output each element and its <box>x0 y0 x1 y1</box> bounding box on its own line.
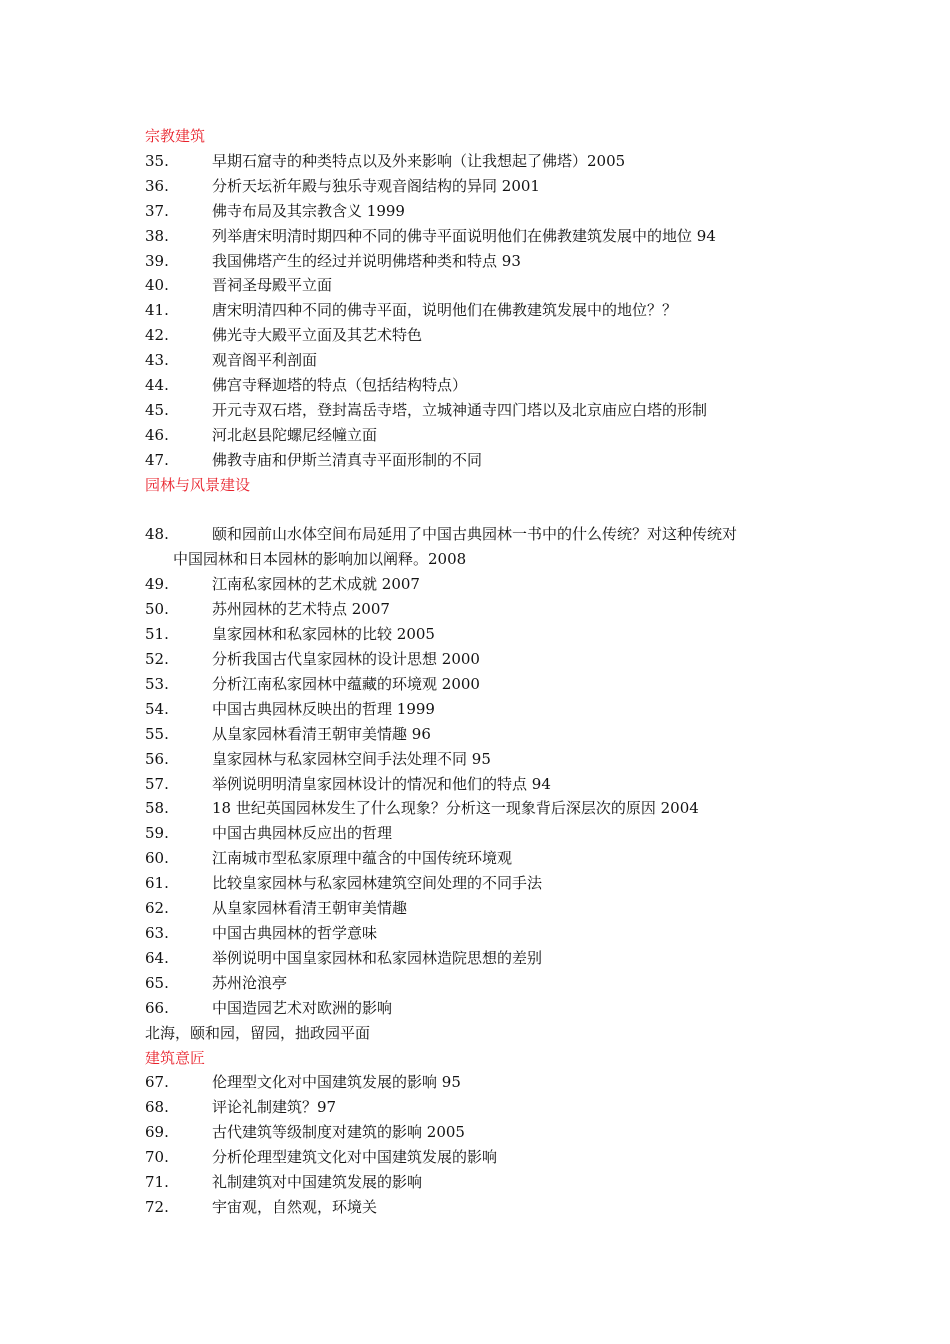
item-text: 观音阁平利剖面 <box>212 351 318 370</box>
item-number: 51. <box>145 625 169 644</box>
list-item <box>145 971 825 996</box>
list-item <box>145 622 825 647</box>
trailing-note: 北海，颐和园，留园，拙政园平面 <box>145 1023 371 1042</box>
list-item <box>145 996 825 1021</box>
list-item <box>145 149 825 174</box>
list-item <box>145 1120 825 1145</box>
item-text: 中国造园艺术对欧洲的影响 <box>212 998 393 1017</box>
item-number: 52. <box>145 650 169 669</box>
list-item <box>145 373 825 398</box>
list-item <box>145 946 825 971</box>
list-item <box>145 572 825 597</box>
item-number: 43. <box>145 351 169 370</box>
list-item <box>145 323 825 348</box>
list-item <box>145 921 825 946</box>
item-number: 65. <box>145 973 169 992</box>
list-item <box>145 249 825 274</box>
list-item <box>145 1145 825 1170</box>
item-number: 60. <box>145 849 169 868</box>
list-item <box>145 398 825 423</box>
item-number: 39. <box>145 251 169 270</box>
item-text: 佛宫寺释迦塔的特点（包括结构特点） <box>212 376 468 395</box>
list-item <box>145 796 825 821</box>
list-item <box>145 1170 825 1195</box>
list-item <box>145 273 825 298</box>
item-text: 宇宙观，自然观，环境关 <box>212 1197 378 1216</box>
item-text: 开元寺双石塔，登封嵩岳寺塔，立城神通寺四门塔以及北京庙应白塔的形制 <box>212 400 708 419</box>
item-number: 49. <box>145 575 169 594</box>
item-text-continuation: 中国园林和日本园林的影响加以阐释。2008 <box>173 550 467 569</box>
item-text: 18 世纪英国园林发生了什么现象？分析这一现象背后深层次的原因 2004 <box>212 799 699 818</box>
list-item <box>145 747 825 772</box>
item-number: 63. <box>145 923 169 942</box>
list-item <box>145 348 825 373</box>
list-item <box>145 672 825 697</box>
item-number: 67. <box>145 1073 169 1092</box>
list-item <box>145 1195 825 1220</box>
list-item <box>145 298 825 323</box>
item-number: 59. <box>145 824 169 843</box>
item-number: 47. <box>145 450 169 469</box>
list-item <box>145 174 825 199</box>
item-text: 举例说明中国皇家园林和私家园林造院思想的差别 <box>212 948 543 967</box>
item-number: 64. <box>145 948 169 967</box>
item-text: 河北赵县陀螺尼经幢立面 <box>212 425 378 444</box>
list-item <box>145 448 825 473</box>
item-text: 分析江南私家园林中蕴藏的环境观 2000 <box>212 674 480 693</box>
list-item <box>145 896 825 921</box>
item-number: 57. <box>145 774 169 793</box>
item-text: 古代建筑等级制度对建筑的影响 2005 <box>212 1123 465 1142</box>
item-text: 礼制建筑对中国建筑发展的影响 <box>212 1173 423 1192</box>
item-number: 70. <box>145 1148 169 1167</box>
item-text: 唐宋明清四种不同的佛寺平面，说明他们在佛教建筑发展中的地位？？ <box>212 301 678 320</box>
item-number: 42. <box>145 326 169 345</box>
item-text: 分析天坛祈年殿与独乐寺观音阁结构的异同 2001 <box>212 176 540 195</box>
list-item <box>145 772 825 797</box>
item-text: 佛光寺大殿平立面及其艺术特色 <box>212 326 423 345</box>
item-number: 62. <box>145 899 169 918</box>
item-text: 分析伦理型建筑文化对中国建筑发展的影响 <box>212 1148 498 1167</box>
item-text: 从皇家园林看清王朝审美情趣 <box>212 899 408 918</box>
item-number: 71. <box>145 1173 169 1192</box>
section-heading-religious-architecture: 宗教建筑 <box>145 127 206 145</box>
item-text: 列举唐宋明清时期四种不同的佛寺平面说明他们在佛教建筑发展中的地位 94 <box>212 226 716 245</box>
item-number: 72. <box>145 1197 169 1216</box>
item-text: 中国古典园林反映出的哲理 1999 <box>212 699 435 718</box>
list-item <box>145 423 825 448</box>
item-text: 中国古典园林的哲学意味 <box>212 923 378 942</box>
item-text: 苏州沧浪亭 <box>212 973 288 992</box>
section-heading-gardens-landscape: 园林与风景建设 <box>145 475 251 494</box>
item-number: 38. <box>145 226 169 245</box>
item-number: 54. <box>145 699 169 718</box>
item-text: 皇家园林和私家园林的比较 2005 <box>212 625 435 644</box>
list-item <box>145 697 825 722</box>
item-number: 56. <box>145 749 169 768</box>
list-item <box>145 199 825 224</box>
item-number: 48. <box>145 525 169 544</box>
item-number: 36. <box>145 176 169 195</box>
list-item <box>145 522 825 572</box>
item-number: 69. <box>145 1123 169 1142</box>
item-number: 37. <box>145 201 169 220</box>
item-text: 皇家园林与私家园林空间手法处理不同 95 <box>212 749 491 768</box>
item-text: 评论礼制建筑？97 <box>212 1098 337 1117</box>
item-text: 江南城市型私家原理中蕴含的中国传统环境观 <box>212 849 513 868</box>
list-item <box>145 597 825 622</box>
item-text: 江南私家园林的艺术成就 2007 <box>212 575 420 594</box>
item-text: 苏州园林的艺术特点 2007 <box>212 600 390 619</box>
item-number: 55. <box>145 724 169 743</box>
item-number: 50. <box>145 600 169 619</box>
item-number: 61. <box>145 874 169 893</box>
item-text: 中国古典园林反应出的哲理 <box>212 824 393 843</box>
document-content <box>145 124 825 1220</box>
item-number: 68. <box>145 1098 169 1117</box>
list-item <box>145 821 825 846</box>
item-text: 佛寺布局及其宗教含义 1999 <box>212 201 405 220</box>
item-number: 66. <box>145 998 169 1017</box>
section-heading-architectural-concept: 建筑意匠 <box>145 1048 206 1067</box>
item-text: 早期石窟寺的种类特点以及外来影响（让我想起了佛塔）2005 <box>212 151 626 170</box>
list-item <box>145 1095 825 1120</box>
item-text: 佛教寺庙和伊斯兰清真寺平面形制的不同 <box>212 450 483 469</box>
list-item <box>145 871 825 896</box>
list-item <box>145 224 825 249</box>
item-text: 从皇家园林看清王朝审美情趣 96 <box>212 724 431 743</box>
item-number: 45. <box>145 400 169 419</box>
item-number: 44. <box>145 376 169 395</box>
blank-line <box>145 498 825 523</box>
list-item <box>145 647 825 672</box>
item-text: 举例说明明清皇家园林设计的情况和他们的特点 94 <box>212 774 551 793</box>
list-item <box>145 1070 825 1095</box>
item-text: 我国佛塔产生的经过并说明佛塔种类和特点 93 <box>212 251 521 270</box>
item-number: 41. <box>145 301 169 320</box>
list-item <box>145 722 825 747</box>
item-number: 35. <box>145 151 169 170</box>
list-item <box>145 846 825 871</box>
item-text: 分析我国古代皇家园林的设计思想 2000 <box>212 650 480 669</box>
item-number: 58. <box>145 799 169 818</box>
item-text: 晋祠圣母殿平立面 <box>212 276 333 295</box>
item-text: 伦理型文化对中国建筑发展的影响 95 <box>212 1073 461 1092</box>
item-number: 53. <box>145 674 169 693</box>
item-text: 颐和园前山水体空间布局延用了中国古典园林一书中的什么传统？对这种传统对 <box>212 525 738 544</box>
item-text: 比较皇家园林与私家园林建筑空间处理的不同手法 <box>212 874 543 893</box>
item-number: 40. <box>145 276 169 295</box>
item-number: 46. <box>145 425 169 444</box>
